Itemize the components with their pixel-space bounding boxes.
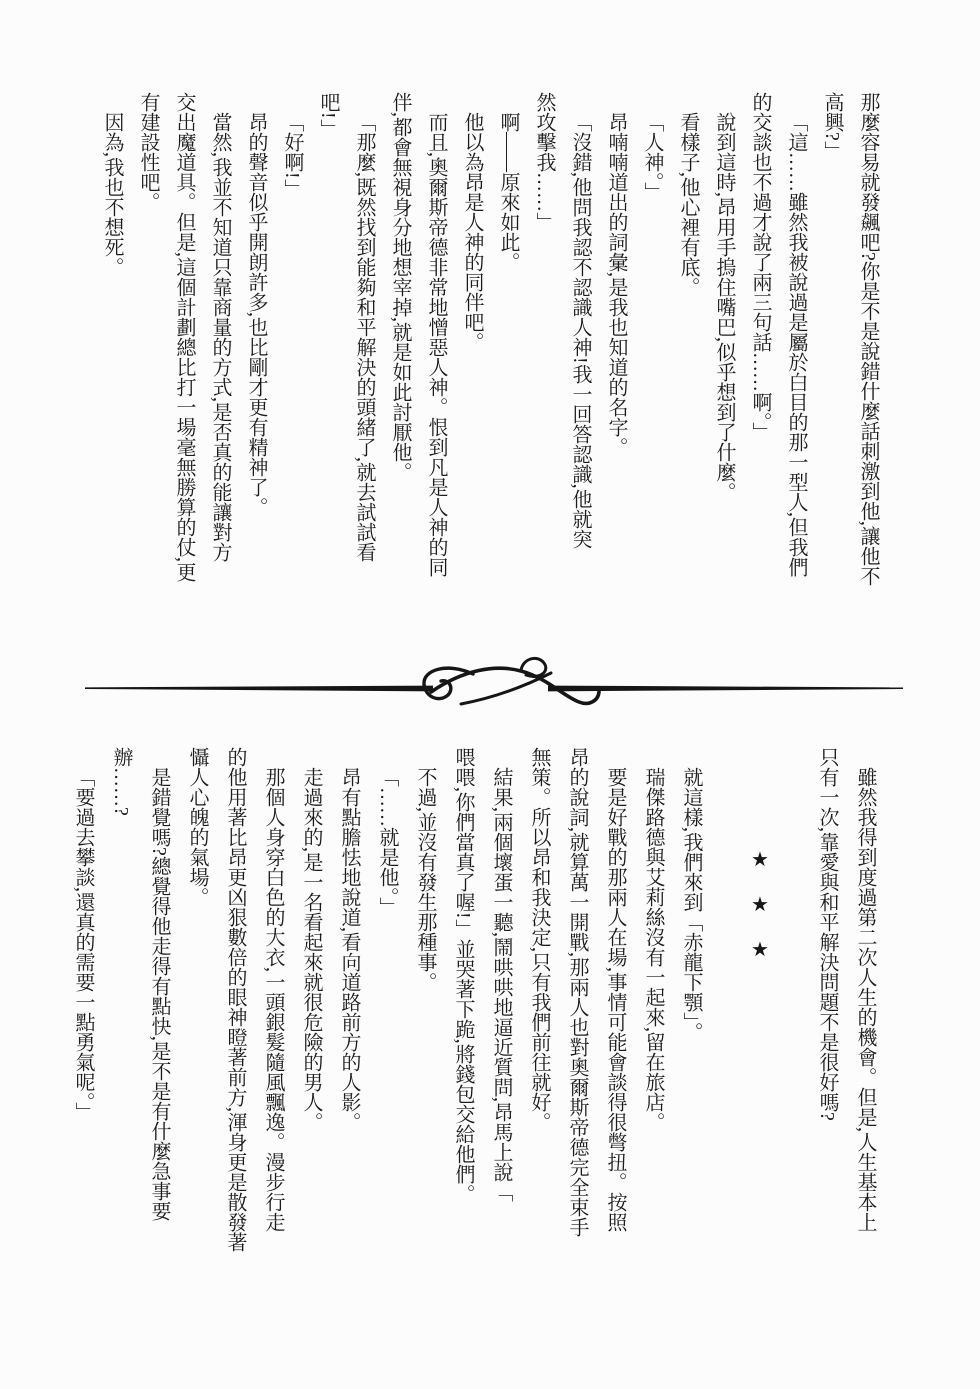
text-column: 當然,我並不知道只靠商量的方式,是否真的能讓對方 — [209, 112, 231, 562]
bottom-text-block — [64, 747, 884, 1292]
text-column: 的他用著比昂更凶狠數倍的眼神瞪著前方,渾身更是散發著 — [224, 747, 246, 1252]
text-column: 無策。所以昂和我決定,只有我們前往就好。 — [528, 747, 550, 1132]
text-column: 說到這時,昂用手摀住嘴巴,似乎想到了什麼。 — [713, 112, 735, 502]
text-column: 昂的聲音似乎開朗許多,也比剛才更有精神了。 — [245, 112, 267, 517]
text-column: 「……就是他。」 — [376, 767, 398, 917]
text-column: 瑞傑路德與艾莉絲沒有一起來,留在旅店。 — [642, 767, 664, 1132]
text-column: 高興?」 — [821, 92, 843, 161]
text-column: 伴,都會無視身分地想宰掉,就是如此討厭他。 — [389, 92, 411, 482]
section-break-stars: ★★★ — [748, 847, 770, 982]
text-column: 「要過去攀談,還真的需要一點勇氣呢。」 — [72, 767, 94, 1122]
text-column: 懾人心魄的氣場。 — [186, 747, 208, 907]
text-column: 然攻擊我……」 — [533, 92, 555, 232]
text-column: 他以為昂是人神的同伴吧。 — [461, 112, 483, 352]
text-column: 昂有點膽怯地說道,看向道路前方的人影。 — [338, 767, 360, 1132]
calligraphic-swirl-divider-icon — [75, 656, 905, 724]
text-column: 辦……? — [110, 747, 132, 816]
text-column: 昂的說詞,就算萬一開戰,那兩人也對奧爾斯帝德完全束手 — [566, 747, 588, 1237]
text-column: 「人神。」 — [641, 112, 663, 202]
top-text-block — [94, 92, 886, 637]
text-column: 雖然我得到度過第二次人生的機會。但是,人生基本上 — [854, 767, 876, 1232]
text-column: 而且,奧爾斯帝德非常地憎惡人神。恨到凡是人神的同 — [425, 112, 447, 577]
section-divider — [75, 656, 905, 724]
text-column: 那麼容易就發飆吧?你是不是說錯什麼話刺激到他,讓他不 — [857, 92, 879, 586]
text-column: 交出魔道具。但是,這個計劃總比打一場毫無勝算的仗,更 — [173, 92, 195, 582]
text-column: 喂喂,你們當真了喔!」並哭著下跪,將錢包交給他們。 — [452, 747, 474, 1204]
text-column: 的交談也不過才說了兩三句話……啊。」 — [749, 92, 771, 442]
text-column: 「這……雖然我被說過是屬於白目的那一型人,但我們 — [785, 112, 807, 577]
text-column: 只有一次,靠愛與和平解決問題不是很好嗎? — [816, 747, 838, 1121]
text-column: 「好啊!」 — [281, 112, 303, 199]
text-column: 不過,並沒有發生那種事。 — [414, 767, 436, 992]
text-column: 吧!」 — [317, 92, 339, 139]
text-column: 就這樣,我們來到「赤龍下顎」。 — [680, 767, 702, 1042]
text-column: 看樣子,他心裡有底。 — [677, 112, 699, 297]
text-column: 啊——原來如此。 — [497, 112, 519, 272]
text-column: 是錯覺嗎?總覺得他走得有點快,是不是有什麼急事要 — [148, 767, 170, 1221]
text-column: 因為,我也不想死。 — [101, 112, 123, 277]
text-column: 走過來的,是一名看起來就很危險的男人。 — [300, 767, 322, 1132]
text-column: 結果,兩個壞蛋一聽,鬧哄哄地逼近質問,昂馬上說「 — [490, 767, 512, 1202]
text-column: 「那麼,既然找到能夠和平解決的頭緒了,就去試試看 — [353, 112, 375, 562]
text-column: 昂喃喃道出的詞彙,是我也知道的名字。 — [605, 112, 627, 457]
text-column: 那個人身穿白色的大衣,一頭銀髮隨風飄逸。漫步行走 — [262, 767, 284, 1232]
text-column: 要是好戰的那兩人在場,事情可能會談得很彆扭。按照 — [604, 767, 626, 1232]
text-column: 「沒錯,他問我認不認識人神!我一回答認識,他就突 — [569, 112, 591, 549]
text-column: 有建設性吧。 — [137, 92, 159, 212]
